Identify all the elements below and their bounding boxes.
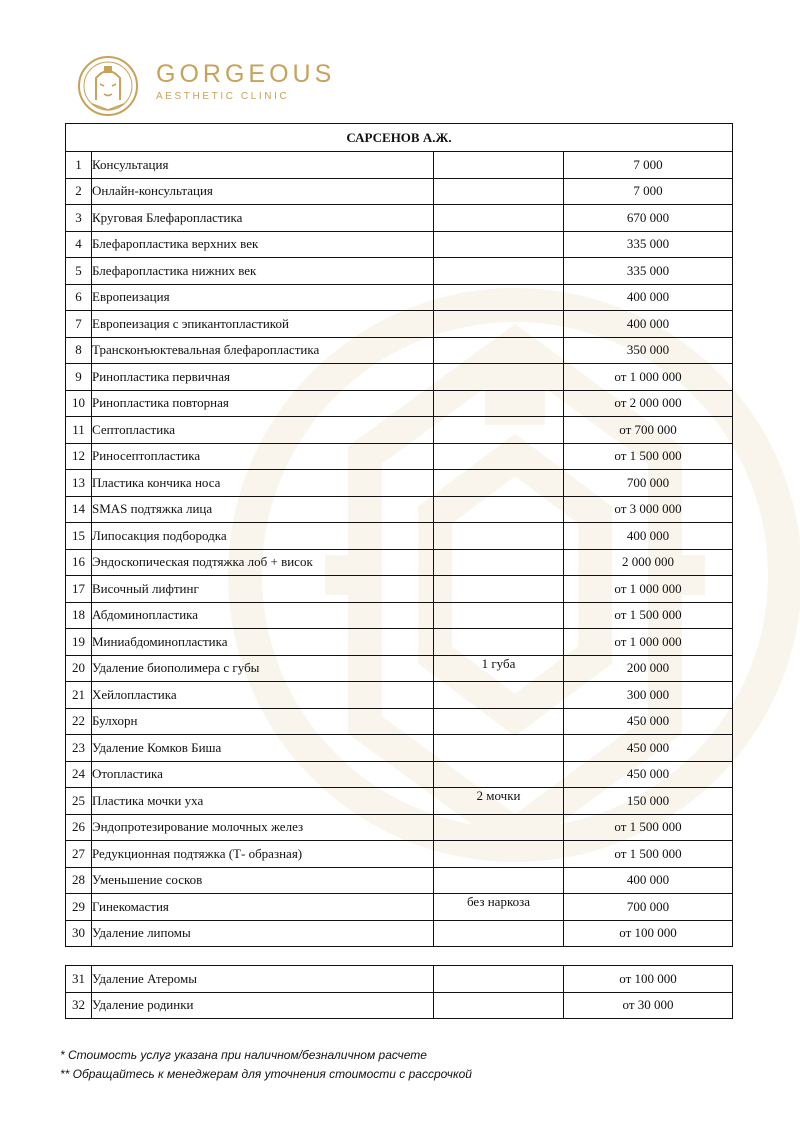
- service-note: [434, 417, 564, 444]
- service-note: [434, 523, 564, 550]
- row-number: 24: [66, 761, 92, 788]
- doctor-name: САРСЕНОВ А.Ж.: [66, 124, 733, 152]
- table-row: [66, 523, 733, 550]
- table-row: [66, 841, 733, 868]
- service-note: [434, 470, 564, 497]
- service-name: Удаление липомы: [92, 920, 434, 947]
- row-number: 13: [66, 470, 92, 497]
- table-row: [66, 708, 733, 735]
- service-price: 2 000 000: [564, 549, 733, 576]
- row-number: 25: [66, 788, 92, 815]
- service-price: от 1 500 000: [564, 841, 733, 868]
- service-name: Эндопротезирование молочных желез: [92, 814, 434, 841]
- table-row: [66, 178, 733, 205]
- service-name: Отопластика: [92, 761, 434, 788]
- service-price: от 100 000: [564, 966, 733, 993]
- row-number: 1: [66, 152, 92, 179]
- table-row: [66, 284, 733, 311]
- service-note: [434, 152, 564, 179]
- table-row: [66, 920, 733, 947]
- service-price: 400 000: [564, 867, 733, 894]
- table-row: [66, 311, 733, 338]
- row-number: 22: [66, 708, 92, 735]
- service-note: [434, 258, 564, 285]
- service-name: Удаление Комков Биша: [92, 735, 434, 762]
- table-row: [66, 966, 733, 993]
- service-name: Ринопластика повторная: [92, 390, 434, 417]
- row-number: 7: [66, 311, 92, 338]
- row-number: 26: [66, 814, 92, 841]
- row-number: 29: [66, 894, 92, 921]
- row-number: 31: [66, 966, 92, 993]
- service-note: [434, 576, 564, 603]
- table-row: [66, 549, 733, 576]
- table-row: [66, 682, 733, 709]
- service-note: [434, 920, 564, 947]
- service-price: 7 000: [564, 152, 733, 179]
- service-note: [434, 602, 564, 629]
- service-name: Хейлопластика: [92, 682, 434, 709]
- service-note: [434, 992, 564, 1019]
- row-number: 6: [66, 284, 92, 311]
- brand-block: [156, 60, 335, 102]
- service-price: от 1 500 000: [564, 443, 733, 470]
- service-price: от 100 000: [564, 920, 733, 947]
- table-row: [66, 205, 733, 232]
- service-price: 7 000: [564, 178, 733, 205]
- table-row: [66, 629, 733, 656]
- table-row: [66, 867, 733, 894]
- service-note: [434, 841, 564, 868]
- service-name: Липосакция подбородка: [92, 523, 434, 550]
- service-note: [434, 867, 564, 894]
- table-row: [66, 602, 733, 629]
- table-row: [66, 443, 733, 470]
- service-name: Уменьшение сосков: [92, 867, 434, 894]
- row-number: 28: [66, 867, 92, 894]
- service-price: 350 000: [564, 337, 733, 364]
- service-note: [434, 284, 564, 311]
- service-name: Редукционная подтяжка (Т- образная): [92, 841, 434, 868]
- service-price: 335 000: [564, 258, 733, 285]
- price-table: [65, 123, 733, 947]
- service-price: 200 000: [564, 655, 733, 682]
- service-note: [434, 761, 564, 788]
- service-price: от 30 000: [564, 992, 733, 1019]
- service-name: Эндоскопическая подтяжка лоб + висок: [92, 549, 434, 576]
- row-number: 5: [66, 258, 92, 285]
- service-note: [434, 231, 564, 258]
- service-note: 1 губа: [434, 655, 564, 682]
- clinic-logo-icon: [76, 54, 140, 118]
- table-row: [66, 735, 733, 762]
- table-row: [66, 814, 733, 841]
- service-note: [434, 496, 564, 523]
- table-row: [66, 470, 733, 497]
- service-note: [434, 966, 564, 993]
- service-name: Гинекомастия: [92, 894, 434, 921]
- service-note: без наркоза: [434, 894, 564, 921]
- table-row: [66, 231, 733, 258]
- table-row: [66, 992, 733, 1019]
- service-name: Удаление Атеромы: [92, 966, 434, 993]
- row-number: 20: [66, 655, 92, 682]
- service-note: [434, 337, 564, 364]
- table-row: [66, 894, 733, 921]
- service-price: 450 000: [564, 761, 733, 788]
- service-name: Пластика кончика носа: [92, 470, 434, 497]
- service-price: от 1 500 000: [564, 602, 733, 629]
- service-name: Европеизация: [92, 284, 434, 311]
- service-price: от 1 000 000: [564, 629, 733, 656]
- table-row: [66, 337, 733, 364]
- service-name: Блефаропластика нижних век: [92, 258, 434, 285]
- service-note: 2 мочки: [434, 788, 564, 815]
- service-name: Европеизация с эпикантопластикой: [92, 311, 434, 338]
- row-number: 8: [66, 337, 92, 364]
- service-note: [434, 390, 564, 417]
- row-number: 32: [66, 992, 92, 1019]
- service-name: Удаление родинки: [92, 992, 434, 1019]
- brand-subtitle: AESTHETIC CLINIC: [156, 91, 290, 102]
- service-name: Ринопластика первичная: [92, 364, 434, 391]
- service-price: от 1 000 000: [564, 364, 733, 391]
- table-row: [66, 258, 733, 285]
- service-name: Удаление биополимера с губы: [92, 655, 434, 682]
- service-name: Септопластика: [92, 417, 434, 444]
- row-number: 12: [66, 443, 92, 470]
- row-number: 30: [66, 920, 92, 947]
- table-row: [66, 152, 733, 179]
- table-row: [66, 576, 733, 603]
- table-row: [66, 364, 733, 391]
- service-price: 700 000: [564, 894, 733, 921]
- footnote-payment: * Стоимость услуг указана при наличном/безналичном расчете: [60, 1048, 427, 1062]
- row-number: 14: [66, 496, 92, 523]
- table-row: [66, 761, 733, 788]
- service-price: 700 000: [564, 470, 733, 497]
- service-price: от 1 000 000: [564, 576, 733, 603]
- brand-name: GORGEOUS: [156, 60, 336, 88]
- service-name: Пластика мочки уха: [92, 788, 434, 815]
- service-note: [434, 364, 564, 391]
- service-note: [434, 205, 564, 232]
- service-price: от 2 000 000: [564, 390, 733, 417]
- row-number: 17: [66, 576, 92, 603]
- row-number: 4: [66, 231, 92, 258]
- service-note: [434, 682, 564, 709]
- service-note: [434, 814, 564, 841]
- row-number: 9: [66, 364, 92, 391]
- service-price: 300 000: [564, 682, 733, 709]
- service-price: 335 000: [564, 231, 733, 258]
- service-price: 400 000: [564, 523, 733, 550]
- service-note: [434, 178, 564, 205]
- service-name: Булхорн: [92, 708, 434, 735]
- table-row: [66, 390, 733, 417]
- service-note: [434, 708, 564, 735]
- service-price: 450 000: [564, 735, 733, 762]
- row-number: 18: [66, 602, 92, 629]
- service-note: [434, 629, 564, 656]
- row-number: 21: [66, 682, 92, 709]
- row-number: 2: [66, 178, 92, 205]
- table-row: [66, 655, 733, 682]
- service-name: Риносептопластика: [92, 443, 434, 470]
- service-name: Трансконъюктевальная блефаропластика: [92, 337, 434, 364]
- service-price: 150 000: [564, 788, 733, 815]
- row-number: 23: [66, 735, 92, 762]
- row-number: 10: [66, 390, 92, 417]
- service-name: Онлайн-консультация: [92, 178, 434, 205]
- service-name: Абдоминопластика: [92, 602, 434, 629]
- service-name: SMAS подтяжка лица: [92, 496, 434, 523]
- row-number: 27: [66, 841, 92, 868]
- service-name: Блефаропластика верхних век: [92, 231, 434, 258]
- service-price: от 700 000: [564, 417, 733, 444]
- service-note: [434, 443, 564, 470]
- row-number: 15: [66, 523, 92, 550]
- service-price: 670 000: [564, 205, 733, 232]
- row-number: 16: [66, 549, 92, 576]
- service-note: [434, 311, 564, 338]
- row-number: 3: [66, 205, 92, 232]
- table-row: [66, 496, 733, 523]
- service-name: Миниабдоминопластика: [92, 629, 434, 656]
- service-price: 400 000: [564, 284, 733, 311]
- footnote-installment: ** Обращайтесь к менеджерам для уточнения стоимости с рассрочкой: [60, 1067, 472, 1081]
- service-note: [434, 735, 564, 762]
- service-name: Круговая Блефаропластика: [92, 205, 434, 232]
- service-price: от 1 500 000: [564, 814, 733, 841]
- service-price: 450 000: [564, 708, 733, 735]
- service-name: Височный лифтинг: [92, 576, 434, 603]
- table-row: [66, 417, 733, 444]
- service-price: 400 000: [564, 311, 733, 338]
- service-price: от 3 000 000: [564, 496, 733, 523]
- row-number: 19: [66, 629, 92, 656]
- row-number: 11: [66, 417, 92, 444]
- service-note: [434, 549, 564, 576]
- table-row: [66, 788, 733, 815]
- service-name: Консультация: [92, 152, 434, 179]
- price-table-extra: [65, 965, 733, 1019]
